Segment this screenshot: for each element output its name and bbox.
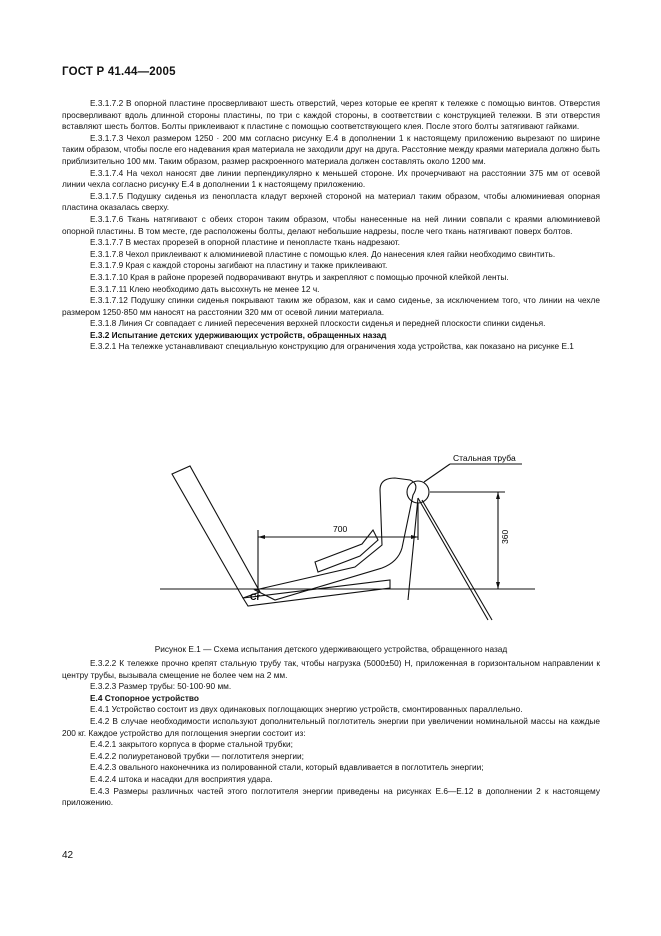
paragraph: E.4.2.2 полиуретановой трубки — поглотителя энергии; (90, 750, 304, 761)
arrow-down (496, 582, 500, 589)
figure-e1-drawing (150, 440, 540, 630)
strut-rear-2 (422, 500, 492, 620)
paragraph: E.4.3 Размеры различных частей этого поглотителя энергии приведены на рисунках E.6—E.12 в дополнении 2 к настоящему приложению. (62, 785, 600, 808)
paragraph: E.3.1.7.5 Подушку сиденья из пенопласта кладут верхней стороной на материал таким образом, чтобы алюминиевая опорная пластина оказалась сверху. (62, 190, 600, 213)
paragraph: E.3.2.2 К тележке прочно крепят стальную трубу так, чтобы нагрузка (5000±50) Н, приложенная в горизонтальном направлении к центру трубы, вызывала смещение не более чем на 2 мм. (62, 658, 600, 680)
document-header: ГОСТ Р 41.44—2005 (62, 66, 176, 78)
seat-base (243, 580, 390, 606)
paragraph: E.3.2.1 На тележке устанавливают специальную конструкцию для ограничения хода устройства, как показано на рисунке E.1 (90, 341, 574, 352)
figure-caption: Рисунок E.1 — Схема испытания детского удерживающего устройства, обращенного назад (154, 644, 508, 654)
paragraph: E.4.1 Устройство состоит из двух одинаковых поглощающих энергию устройств, смонтированных параллельно. (90, 704, 523, 715)
paragraph: E.3.1.8 Линия Cr совпадает с линией пересечения верхней плоскости сиденья и передней плоскости спинки сиденья. (90, 318, 546, 329)
strut-rear (418, 498, 488, 620)
paragraph: E.4.2.1 закрытого корпуса в форме стальной трубки; (90, 739, 293, 750)
text-block-bottom (62, 658, 600, 809)
seat-back (172, 466, 260, 598)
arrow-left (258, 535, 265, 539)
label-dim-700: 700 (333, 524, 348, 534)
paragraph: E.3.1.7.12 Подушку спинки сиденья покрывают таким же образом, как и само сиденье, за исключением того, что линии на чехле размером 1250·850 мм наносят на расстоянии 320 мм от осевой линии материала. (62, 295, 600, 317)
label-dim-360: 360 (500, 529, 510, 544)
paragraph: E.3.1.7.7 В местах прорезей в опорной пластине и пенопласте ткань надрезают. (90, 237, 400, 248)
child-seat (255, 478, 416, 600)
paragraph: E.3.1.7.10 Края в районе прорезей подворачивают внутрь и закрепляют с помощью прочной клейкой ленты. (90, 271, 509, 282)
paragraph: E.3.2.3 Размер трубы: 50·100·90 мм. (90, 681, 232, 692)
tube-leader (424, 464, 450, 482)
paragraph: E.3.1.7.11 Клею необходимо дать высохнуть не менее 12 ч. (90, 283, 320, 294)
paragraph: E.3.1.7.6 Ткань натягивают с обеих сторон таким образом, чтобы нанесенные на ней линии совпали с краями алюминиевой опорной пластины. В том месте, где расположены болты, делают небольшие надрезы, после чего ткань натягивают поверх болтов. (62, 213, 600, 236)
section-heading: E.3.2 Испытание детских удерживающих устройств, обращенных назад (90, 329, 387, 340)
label-cr: Cr (250, 592, 261, 602)
paragraph: E.3.1.7.9 Края с каждой стороны загибают на пластину и также приклеивают. (90, 260, 388, 271)
paragraph: E.3.1.7.2 В опорной пластине просверливают шесть отверстий, через которые ее крепят к тележке с помощью винтов. Отверстия просверливают вдоль длинной стороны пластины, по три с каждой стороны, в соответствии с конструкцией тележки. В эти отверстия вставляют шесть болтов. Болты приклеивают к пластине с помощью соответствующего клея. После этого болты затягивают гайками. (62, 98, 600, 132)
paragraph: E.4.2.3 овального наконечника из полированной стали, который вдавливается в поглотитель энергии; (90, 762, 484, 773)
text-block-top (62, 98, 600, 353)
page-number: 42 (62, 850, 74, 861)
arrow-up (496, 492, 500, 499)
paragraph: E.3.1.7.4 На чехол наносят две линии перпендикулярно к меньшей стороне. Их прочерчивают на расстоянии 375 мм от осевой линии чехла согласно рисунку E.4 в дополнении 1 к настоящему приложению. (62, 167, 600, 190)
paragraph: E.3.1.7.8 Чехол приклеивают к алюминиевой пластине с помощью клея. До нанесения клея гайки необходимо свинтить. (90, 248, 556, 259)
label-steel-tube: Стальная труба (453, 453, 516, 463)
child-seat-cutout (315, 530, 378, 572)
paragraph: E.4.2 В случае необходимости используют дополнительный поглотитель энергии при увеличении номинальной массы на каждые 200 кг. Каждое устройство для поглощения энергии состоит из: (62, 715, 600, 738)
section-heading: E.4 Стопорное устройство (90, 692, 199, 703)
figure-e1 (150, 440, 540, 630)
paragraph: E.3.1.7.3 Чехол размером 1250 · 200 мм согласно рисунку E.4 в дополнении 1 к настоящему приложению вырезают по ширине таким образом, чтобы после его надевания края материала не заходили друг на друга. Расстояние между краями материала должно быть приблизительно 100 мм. Таким образом, размер раскроенного материала должен составлять около 1200 мм. (62, 132, 600, 166)
paragraph: E.4.2.4 штока и насадки для восприятия удара. (90, 773, 273, 784)
